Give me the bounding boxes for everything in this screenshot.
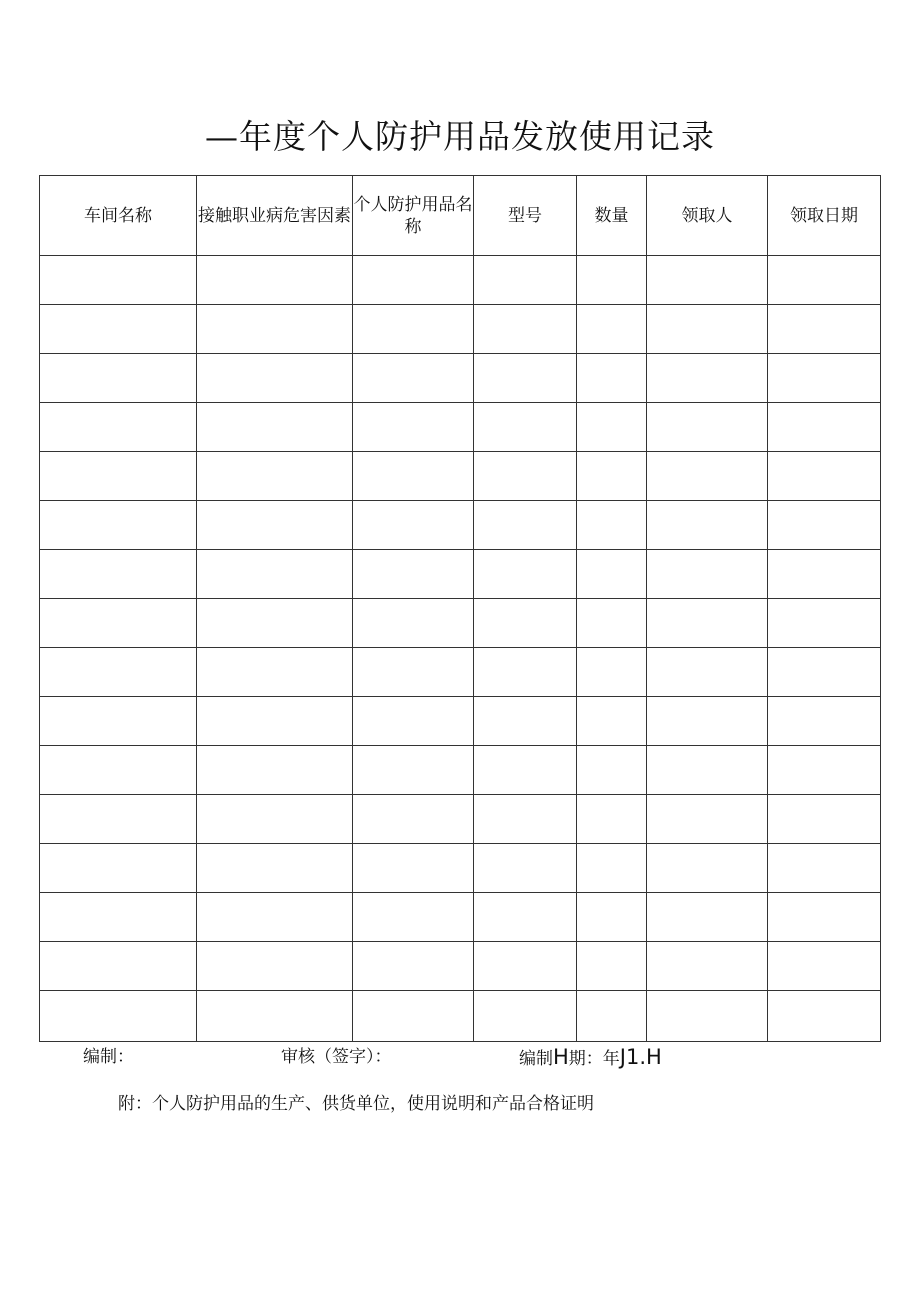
- table-cell[interactable]: [577, 501, 647, 550]
- table-cell[interactable]: [768, 746, 881, 795]
- date-label-h: H: [553, 1045, 569, 1069]
- column-header-recipient: 领取人: [647, 176, 768, 256]
- table-cell[interactable]: [353, 991, 474, 1042]
- table-cell[interactable]: [577, 746, 647, 795]
- table-cell[interactable]: [577, 991, 647, 1042]
- table-cell[interactable]: [353, 599, 474, 648]
- table-cell[interactable]: [474, 305, 577, 354]
- table-cell[interactable]: [474, 893, 577, 942]
- table-cell[interactable]: [768, 893, 881, 942]
- table-cell[interactable]: [353, 354, 474, 403]
- table-cell[interactable]: [768, 305, 881, 354]
- table-cell[interactable]: [474, 452, 577, 501]
- table-row: [40, 305, 881, 354]
- table-cell[interactable]: [353, 844, 474, 893]
- table-cell[interactable]: [647, 746, 768, 795]
- table-cell[interactable]: [474, 550, 577, 599]
- table-cell[interactable]: [197, 648, 353, 697]
- table-row: [40, 452, 881, 501]
- table-cell[interactable]: [474, 599, 577, 648]
- table-cell[interactable]: [768, 452, 881, 501]
- table-cell[interactable]: [577, 844, 647, 893]
- table-cell[interactable]: [353, 893, 474, 942]
- table-cell[interactable]: [197, 305, 353, 354]
- prepared-by-label: 编制：: [83, 1047, 134, 1067]
- table-cell[interactable]: [40, 501, 197, 550]
- table-cell[interactable]: [40, 403, 197, 452]
- column-header-model: 型号: [474, 176, 577, 256]
- column-header-ppe-name: 个人防护用品名称: [353, 176, 474, 256]
- table-cell[interactable]: [197, 991, 353, 1042]
- table-cell[interactable]: [40, 599, 197, 648]
- table-cell[interactable]: [647, 844, 768, 893]
- table-row: [40, 893, 881, 942]
- column-header-workshop: 车间名称: [40, 176, 197, 256]
- table-body: [40, 256, 881, 1042]
- table-cell[interactable]: [197, 942, 353, 991]
- table-cell[interactable]: [768, 795, 881, 844]
- table-cell[interactable]: [197, 501, 353, 550]
- table-cell[interactable]: [768, 403, 881, 452]
- ppe-record-table: [39, 175, 881, 1042]
- table-cell[interactable]: [197, 795, 353, 844]
- table-cell[interactable]: [353, 550, 474, 599]
- table-cell[interactable]: [197, 354, 353, 403]
- table-row: [40, 599, 881, 648]
- table-cell[interactable]: [577, 942, 647, 991]
- table-cell[interactable]: [197, 599, 353, 648]
- table-cell[interactable]: [647, 893, 768, 942]
- signature-line: [0, 1044, 920, 1070]
- column-header-quantity: 数量: [577, 176, 647, 256]
- reviewed-by-label: 审核（签字）：: [281, 1047, 392, 1067]
- table-row: [40, 991, 881, 1042]
- table-cell[interactable]: [353, 452, 474, 501]
- table-cell[interactable]: [647, 697, 768, 746]
- table-cell[interactable]: [353, 746, 474, 795]
- table-cell[interactable]: [474, 256, 577, 305]
- attachment-note: 附：个人防护用品的生产、供货单位，使用说明和产品合格证明: [118, 1094, 594, 1114]
- document-title: —年度个人防护用品发放使用记录: [205, 117, 715, 156]
- table-cell[interactable]: [768, 599, 881, 648]
- table-cell[interactable]: [577, 697, 647, 746]
- table-cell[interactable]: [197, 403, 353, 452]
- table-cell[interactable]: [353, 305, 474, 354]
- table-row: [40, 942, 881, 991]
- table-cell[interactable]: [768, 501, 881, 550]
- table-cell[interactable]: [40, 452, 197, 501]
- table-cell[interactable]: [40, 305, 197, 354]
- table-row: [40, 648, 881, 697]
- table-cell[interactable]: [353, 795, 474, 844]
- table-cell[interactable]: [577, 648, 647, 697]
- table-row: [40, 795, 881, 844]
- table-cell[interactable]: [474, 746, 577, 795]
- table-cell[interactable]: [40, 354, 197, 403]
- table-cell[interactable]: [474, 844, 577, 893]
- table-cell[interactable]: [768, 354, 881, 403]
- table-cell[interactable]: [197, 893, 353, 942]
- column-header-date: 领取日期: [768, 176, 881, 256]
- table-cell[interactable]: [353, 697, 474, 746]
- table-cell[interactable]: [647, 256, 768, 305]
- table-cell[interactable]: [647, 942, 768, 991]
- table-cell[interactable]: [768, 256, 881, 305]
- table-cell[interactable]: [768, 550, 881, 599]
- table-cell[interactable]: [197, 746, 353, 795]
- date-label-tail: J1.H: [619, 1045, 662, 1069]
- table-cell[interactable]: [577, 550, 647, 599]
- table-cell[interactable]: [577, 599, 647, 648]
- column-header-hazard-factors: 接触职业病危害因素: [197, 176, 353, 256]
- table-header-row: [40, 176, 881, 256]
- table-cell[interactable]: [647, 599, 768, 648]
- table-cell[interactable]: [577, 795, 647, 844]
- date-label-prefix: 编制: [519, 1049, 553, 1069]
- table-cell[interactable]: [577, 305, 647, 354]
- table-cell[interactable]: [197, 844, 353, 893]
- table-cell[interactable]: [474, 795, 577, 844]
- table-cell[interactable]: [768, 648, 881, 697]
- table-row: [40, 550, 881, 599]
- table-cell[interactable]: [40, 942, 197, 991]
- table-cell[interactable]: [647, 452, 768, 501]
- table-cell[interactable]: [647, 305, 768, 354]
- table-cell[interactable]: [474, 501, 577, 550]
- table-cell[interactable]: [197, 256, 353, 305]
- table-cell[interactable]: [577, 256, 647, 305]
- table-row: [40, 403, 881, 452]
- date-label-middle: 期：年: [568, 1049, 620, 1069]
- table-cell[interactable]: [353, 648, 474, 697]
- table-cell[interactable]: [647, 501, 768, 550]
- table-row: [40, 256, 881, 305]
- table-cell[interactable]: [647, 403, 768, 452]
- table-cell[interactable]: [647, 991, 768, 1042]
- prepared-date-label: [519, 1044, 662, 1072]
- table-cell[interactable]: [647, 648, 768, 697]
- table-cell[interactable]: [474, 403, 577, 452]
- table-cell[interactable]: [647, 550, 768, 599]
- table-cell[interactable]: [353, 501, 474, 550]
- table-cell[interactable]: [40, 991, 197, 1042]
- table-cell[interactable]: [353, 942, 474, 991]
- table-cell[interactable]: [197, 697, 353, 746]
- table-cell[interactable]: [577, 354, 647, 403]
- table-cell[interactable]: [40, 697, 197, 746]
- table-cell[interactable]: [40, 893, 197, 942]
- table-cell[interactable]: [647, 795, 768, 844]
- table-cell[interactable]: [40, 795, 197, 844]
- table-cell[interactable]: [474, 991, 577, 1042]
- table-cell[interactable]: [40, 256, 197, 305]
- table-cell[interactable]: [474, 354, 577, 403]
- table-cell[interactable]: [40, 648, 197, 697]
- table-cell[interactable]: [474, 942, 577, 991]
- table-cell[interactable]: [40, 746, 197, 795]
- table-cell[interactable]: [197, 550, 353, 599]
- table-cell[interactable]: [197, 452, 353, 501]
- table-cell[interactable]: [768, 697, 881, 746]
- table-cell[interactable]: [474, 697, 577, 746]
- table-row: [40, 697, 881, 746]
- table-cell[interactable]: [353, 256, 474, 305]
- table-cell[interactable]: [353, 403, 474, 452]
- table-cell[interactable]: [768, 942, 881, 991]
- table-row: [40, 746, 881, 795]
- table-row: [40, 501, 881, 550]
- table-cell[interactable]: [647, 354, 768, 403]
- table-cell[interactable]: [474, 648, 577, 697]
- table-cell[interactable]: [40, 550, 197, 599]
- table-cell[interactable]: [577, 452, 647, 501]
- table-cell[interactable]: [577, 403, 647, 452]
- table-cell[interactable]: [768, 844, 881, 893]
- table-cell[interactable]: [768, 991, 881, 1042]
- table-cell[interactable]: [40, 844, 197, 893]
- table-cell[interactable]: [577, 893, 647, 942]
- table-row: [40, 844, 881, 893]
- table-row: [40, 354, 881, 403]
